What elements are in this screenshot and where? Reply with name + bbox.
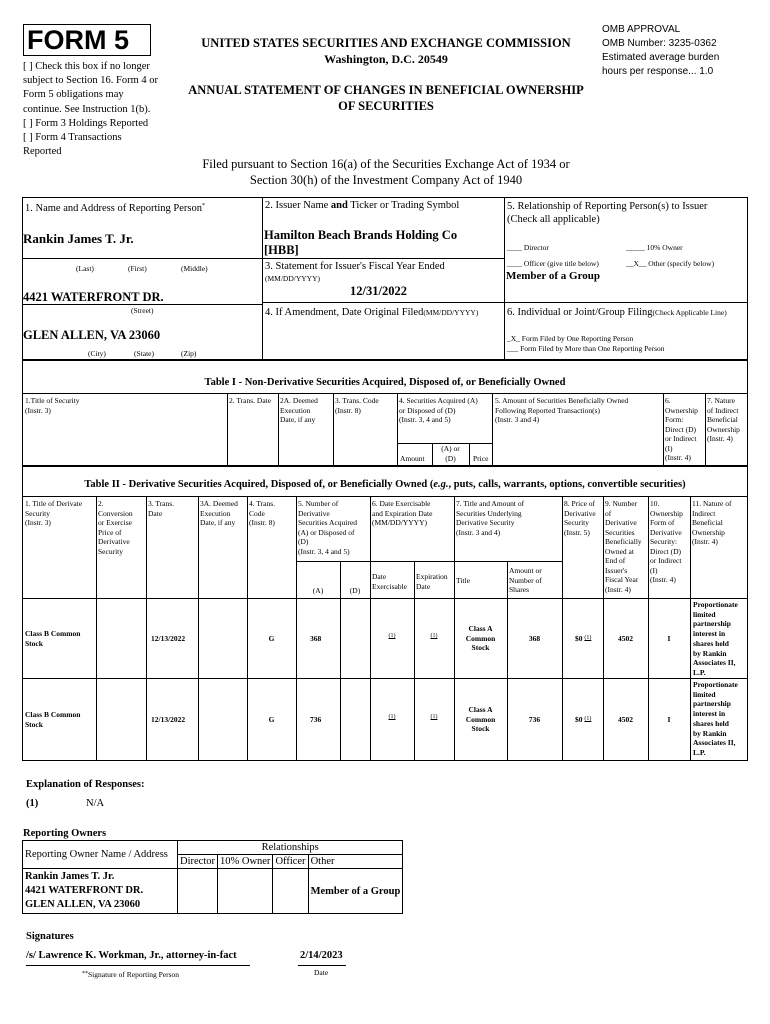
- reporting-owners-table: [22, 840, 403, 914]
- relationships-header: Relationships: [178, 841, 403, 855]
- row2-security: Class B Common Stock: [25, 710, 81, 729]
- street-address: 4421 WATERFRONT DR.: [23, 290, 164, 304]
- t2-col6-header: 6. Date Exercisable and Expiration Date (MM/DD/YYYY): [372, 499, 433, 527]
- box3-label: 3. Statement for Issuer's Fiscal Year Ended: [265, 261, 445, 272]
- t2-col8-header: 8. Price of Derivative Security (Instr. 5): [564, 499, 596, 537]
- table1: [22, 360, 748, 466]
- label-zip: (Zip): [181, 349, 197, 358]
- box5-label: 5. Relationship of Reporting Person(s) to Issuer (Check all applicable): [507, 201, 708, 225]
- t1-col5-header: 5. Amount of Securities Beneficially Owned Following Reported Transaction(s) (Instr. 3 and 4): [495, 396, 629, 424]
- director-header: Director: [178, 855, 218, 869]
- t1-col1-header: 1.Title of Security (Instr. 3): [25, 396, 80, 415]
- ticker-symbol: [HBB]: [264, 243, 299, 257]
- agency-city: Washington, D.C. 20549: [324, 52, 448, 66]
- ten-pct-owner-header: 10% Owner: [217, 855, 272, 869]
- city-state-zip: GLEN ALLEN, VA 23060: [23, 328, 161, 342]
- box3-format: (MM/DD/YYYY): [265, 274, 320, 283]
- explanation-title: Explanation of Responses:: [26, 779, 145, 790]
- row2-form: I: [667, 715, 671, 724]
- t2-col4-header: 4. Trans. Code (Instr. 8): [249, 499, 276, 527]
- label-street: (Street): [131, 306, 154, 315]
- box1-label: 1. Name and Address of Reporting Person*: [25, 203, 206, 214]
- row2-price: $0 $^{(1)}$: [575, 715, 592, 724]
- t2-col10-header: 10. Ownership Form of Derivative Security: Direct (D) or Indirect (I) (Instr. 4): [650, 499, 683, 584]
- t1-col7-header: 7. Nature of Indirect Beneficial Ownership (Instr. 4): [707, 396, 740, 443]
- filing-one-person: _X_ Form Filed by One Reporting Person: [507, 334, 634, 343]
- t2-sub-a: (A): [312, 586, 324, 595]
- row1-form: I: [667, 634, 671, 643]
- label-first: (First): [128, 264, 147, 273]
- label-middle: (Middle): [181, 264, 208, 273]
- officer-header: Officer: [273, 855, 308, 869]
- t1-amount-header: Amount: [400, 454, 425, 463]
- t1-col2a-header: 2A. Deemed Execution Date, if any: [280, 396, 318, 424]
- row2-number: 736: [310, 715, 322, 724]
- row2-expiration: (1): [430, 714, 438, 720]
- reporting-person-name: Rankin James T. Jr.: [23, 231, 134, 246]
- relationship-director: ____ Director: [507, 243, 549, 252]
- row1-code: G: [268, 634, 275, 643]
- t2-col11-header: 11. Nature of Indirect Beneficial Ownership (Instr. 4): [692, 499, 732, 546]
- explanation-number: (1): [26, 798, 39, 809]
- owner-director-cell: [178, 869, 218, 914]
- row1-nature: Proportionate limited partnership interest in shares held by Rankin Associates II, L.P.: [693, 600, 738, 677]
- row1-exercisable: (1): [388, 633, 396, 639]
- t2-sub-amount: Amount or Number of Shares: [509, 566, 542, 594]
- relationship-officer: ____ Officer (give title below): [507, 259, 599, 268]
- form-title: FORM 5: [27, 25, 130, 55]
- signature-label: **Signature of Reporting Person: [82, 970, 180, 979]
- label-city: (City): [88, 349, 106, 358]
- reporting-owners-title: Reporting Owners: [23, 828, 107, 839]
- box6-label: 6. Individual or Joint/Group Filing(Check Applicable Line): [507, 307, 727, 318]
- t2-col9-header: 9. Number of Derivative Securities Beneficially Owned at End of Issuer's Fiscal Year (Instr. 4): [605, 499, 642, 594]
- other-header: Other: [308, 855, 403, 869]
- row1-security: Class B Common Stock: [25, 629, 81, 648]
- owner-name-address: Rankin James T. Jr. 4421 WATERFRONT DR. GLEN ALLEN, VA 23060: [23, 869, 178, 914]
- explanation-text: N/A: [86, 798, 105, 809]
- t2-col5-header: 5. Number of Derivative Securities Acquired (A) or Disposed of (D) (Instr. 3, 4 and 5): [298, 499, 357, 556]
- check-box-instructions: [ ] Check this box if no longer subject to Section 16. Form 4 or Form 5 obligations may continue. See Instruction 1(b). [ ] Form 3 Holdings Reported [ ] Form 4 Transactions Reported: [23, 61, 159, 158]
- owner-ten-cell: [217, 869, 272, 914]
- box4-label: 4. If Amendment, Date Original Filed(MM/DD/YYYY): [265, 307, 479, 318]
- row2-shares: 736: [528, 715, 541, 724]
- owner-name-header: Reporting Owner Name / Address: [23, 841, 178, 869]
- row2-code: G: [268, 715, 275, 724]
- row2-nature: Proportionate limited partnership interest in shares held by Rankin Associates II, L.P.: [693, 680, 738, 757]
- relationship-other-text: Member of a Group: [506, 270, 600, 282]
- t1-price-header: Price: [473, 454, 489, 463]
- t1-aord-header: (A) or (D): [441, 444, 460, 463]
- t2-sub-date-exercisable: Date Exercisable: [372, 572, 407, 591]
- owner-other-cell: Member of a Group: [308, 869, 403, 914]
- date-label: Date: [314, 968, 329, 977]
- t2-col3a-header: 3A. Deemed Execution Date, if any: [200, 499, 238, 527]
- row1-number: 368: [310, 634, 322, 643]
- signatures-title: Signatures: [26, 931, 74, 942]
- row1-price: $0 $^{(1)}$: [575, 634, 592, 643]
- issuer-name: Hamilton Beach Brands Holding Co: [264, 228, 458, 242]
- relationship-ten-pct: _____ 10% Owner: [626, 243, 683, 252]
- label-state: (State): [134, 349, 154, 358]
- t2-col2-header: 2. Conversion or Exercise Price of Derivative Security: [98, 499, 133, 556]
- t2-col3-header: 3. Trans. Date: [148, 499, 175, 518]
- row2-date: 12/13/2022: [151, 715, 186, 724]
- box2-label: 2. Issuer Name and Ticker or Trading Symbol: [265, 200, 460, 211]
- filed-pursuant: Filed pursuant to Section 16(a) of the Securities Exchange Act of 1934 or Section 30(h) of the Investment Company Act of 1940: [202, 157, 570, 187]
- t2-col1-header: 1. Title of Derivate Security (Instr. 3): [25, 499, 83, 527]
- row1-expiration: (1): [430, 633, 438, 639]
- fiscal-year-end-date: 12/31/2022: [350, 284, 407, 298]
- t2-sub-expiration: Expiration Date: [416, 572, 448, 591]
- label-last: (Last): [76, 264, 94, 273]
- agency-title: UNITED STATES SECURITIES AND EXCHANGE COMMISSION: [201, 36, 571, 50]
- row2-owned: 4502: [618, 715, 633, 724]
- t1-col6-header: 6. Ownership Form: Direct (D) or Indirect (I) (Instr. 4): [665, 396, 698, 462]
- relationship-other: __X__ Other (specify below): [626, 259, 715, 268]
- row1-shares: 368: [528, 634, 541, 643]
- row1-date: 12/13/2022: [151, 634, 186, 643]
- t1-col4-header: 4. Securities Acquired (A) or Disposed of (D) (Instr. 3, 4 and 5): [399, 396, 478, 424]
- owner-officer-cell: [273, 869, 308, 914]
- statement-title: ANNUAL STATEMENT OF CHANGES IN BENEFICIAL OWNERSHIP OF SECURITIES: [188, 83, 584, 113]
- signature-date: 2/14/2023: [300, 950, 343, 961]
- t2-sub-title: Title: [456, 576, 470, 585]
- row1-title: Class A Common Stock: [465, 624, 496, 652]
- filing-more-persons: ___ Form Filed by More than One Reporting Person: [507, 344, 665, 353]
- signer-name: /s/ Lawrence K. Workman, Jr., attorney-in-fact: [26, 950, 237, 961]
- table1-title: Table I - Non-Derivative Securities Acquired, Disposed of, or Beneficially Owned: [204, 377, 566, 388]
- t2-col7-header: 7. Title and Amount of Securities Underlying Derivative Security (Instr. 3 and 4): [456, 499, 525, 537]
- t1-col2-header: 2. Trans. Date: [229, 396, 272, 405]
- row2-title: Class A Common Stock: [465, 705, 496, 733]
- t1-col3-header: 3. Trans. Code (Instr. 8): [335, 396, 379, 415]
- row1-owned: 4502: [618, 634, 633, 643]
- t2-sub-d: (D): [349, 586, 361, 595]
- omb-approval: OMB APPROVAL OMB Number: 3235-0362 Estimated average burden hours per response... 1.0: [602, 24, 720, 77]
- table2-title: Table II - Derivative Securities Acquired, Disposed of, or Beneficially Owned (e.g., puts, calls, warrants, options, convertible securities): [84, 479, 686, 490]
- row2-exercisable: (1): [388, 714, 396, 720]
